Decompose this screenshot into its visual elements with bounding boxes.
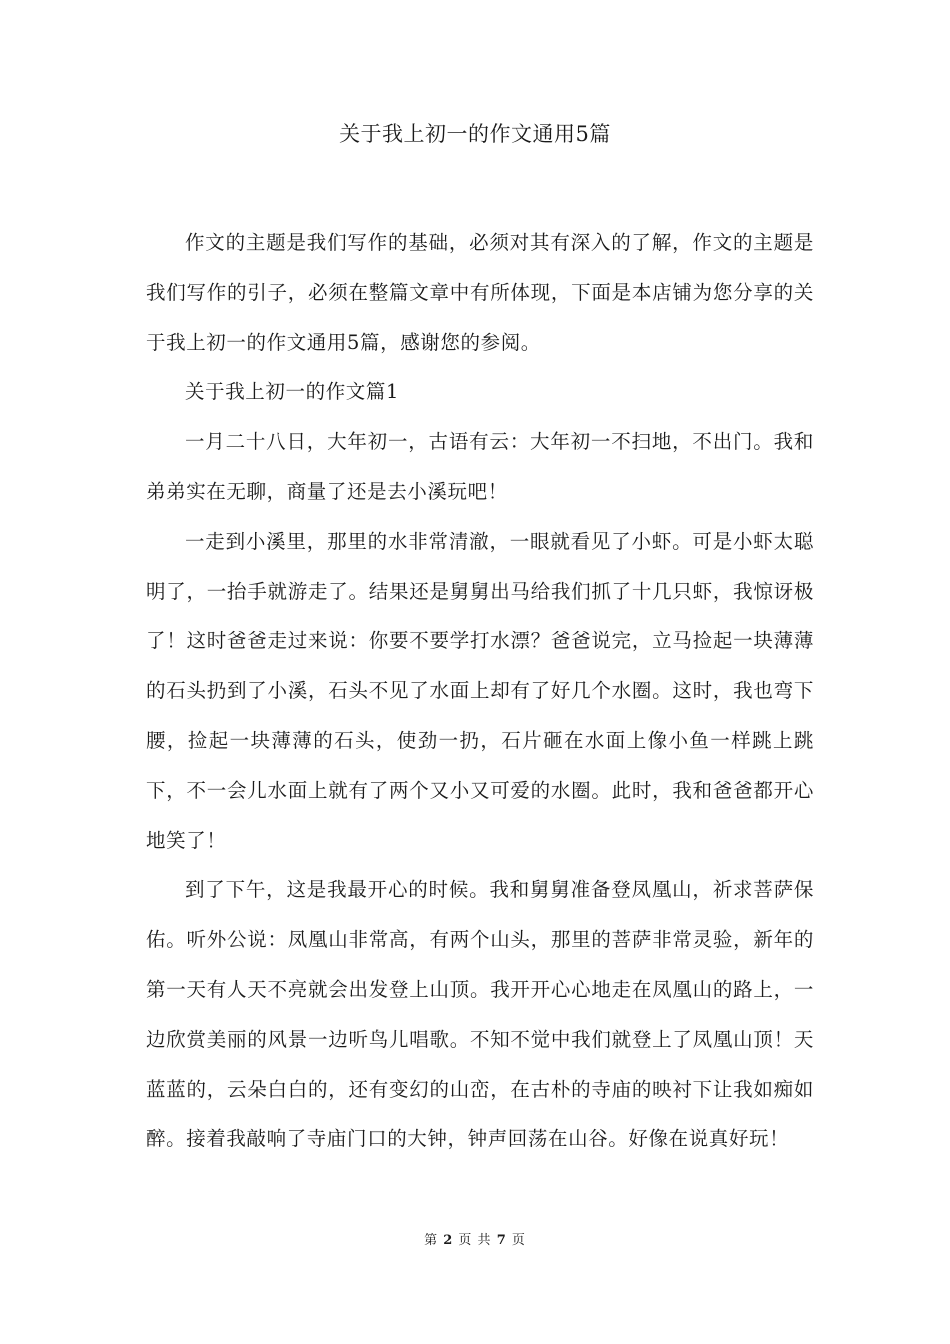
total-page-number: 7 — [496, 1233, 507, 1248]
footer-suffix: 页 — [511, 1233, 526, 1248]
document-body — [146, 218, 814, 1164]
paragraph-3: 到了下午，这是我最开心的时候。我和舅舅准备登凤凰山，祈求菩萨保佑。听外公说：凤凰山非常高，有两个山头，那里的菩萨非常灵验，新年的第一天有人天不亮就会出发登上山顶。我开开心心地走在凤凰山的路上，一边欣赏美丽的风景一边听鸟儿唱歌。不知不觉中我们就登上了凤凰山顶！天蓝蓝的，云朵白白的，还有变幻的山峦，在古朴的寺庙的映衬下让我如痴如醉。接着我敲响了寺庙门口的大钟，钟声回荡在山谷。好像在说真好玩！ — [146, 878, 814, 1151]
paragraph-1: 一月二十八日，大年初一，古语有云：大年初一不扫地，不出门。我和弟弟实在无聊，商量了还是去小溪玩吧！ — [146, 430, 814, 503]
paragraph-2: 一走到小溪里，那里的水非常清澈，一眼就看见了小虾。可是小虾太聪明了，一抬手就游走了。结果还是舅舅出马给我们抓了十几只虾，我惊讶极了！这时爸爸走过来说：你要不要学打水漂？爸爸说完，立马捡起一块薄薄的石头扔到了小溪，石头不见了水面上却有了好几个水圈。这时，我也弯下腰，捡起一块薄薄的石头，使劲一扔，石片砸在水面上像小鱼一样跳上跳下，不一会儿水面上就有了两个又小又可爱的水圈。此时，我和爸爸都开心地笑了！ — [146, 529, 814, 852]
footer-prefix: 第 — [424, 1233, 439, 1248]
section-heading: 关于我上初一的作文篇1 — [185, 380, 400, 404]
footer-middle: 页 共 — [458, 1233, 492, 1248]
paragraph-intro: 作文的主题是我们写作的基础，必须对其有深入的了解，作文的主题是我们写作的引子，必须在整篇文章中有所体现，下面是本店铺为您分享的关于我上初一的作文通用5篇，感谢您的参阅。 — [146, 231, 814, 354]
current-page-number: 2 — [443, 1233, 454, 1248]
document-title: 关于我上初一的作文通用5篇 — [339, 122, 611, 146]
page-footer — [0, 1231, 950, 1251]
